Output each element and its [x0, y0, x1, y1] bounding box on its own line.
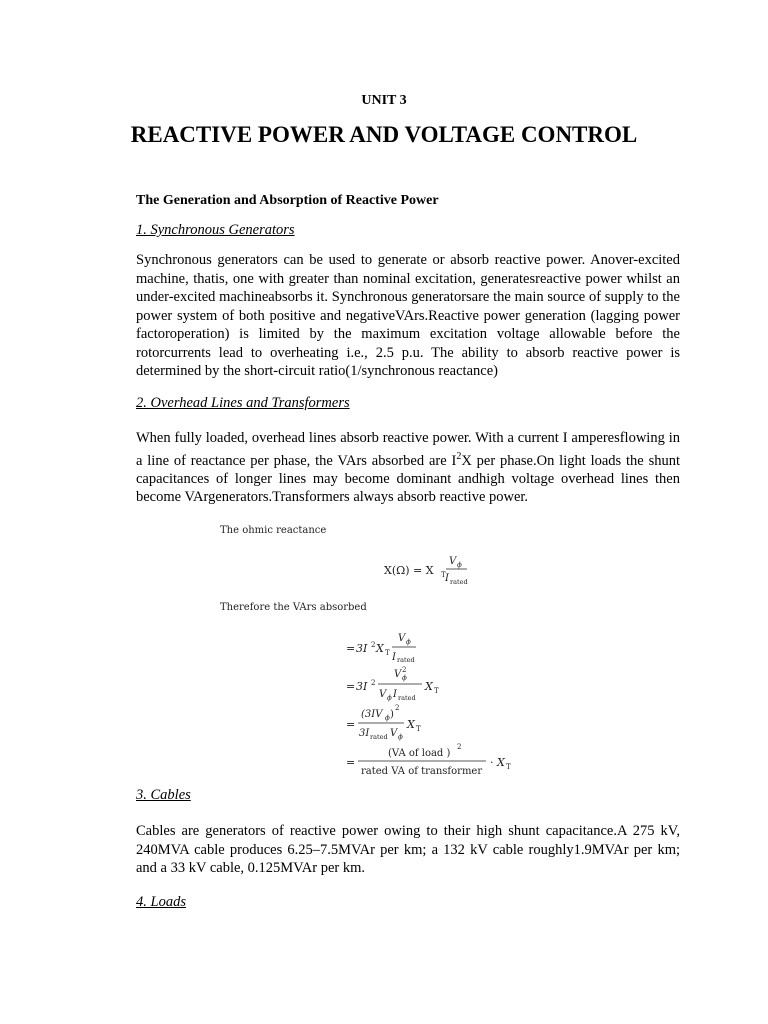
equation-intro-ohmic-reactance: The ohmic reactance	[220, 525, 327, 536]
equation-intro-vars-absorbed: Therefore the VArs absorbed	[220, 602, 367, 613]
eq1-den-i: I	[445, 573, 449, 584]
equation-ohmic-reactance	[380, 548, 490, 588]
eq2-l3-t: T	[416, 725, 421, 733]
section-paragraph-cables: Cables are generators of reactive power owing to their high shunt capacitance.A 275 kV, 240MVA cable produces 6.25–7.5MVAr per km; a 132 kV cable roughly1.9MVAr per km; and a 33 kV cable, 0.125MVAr per km.	[136, 823, 680, 876]
eq2-l3-rated: rated	[370, 733, 388, 741]
eq2-l1-i: I	[392, 652, 396, 663]
section-paragraph-synchronous-generators: Synchronous generators can be used to generate or absorb reactive power. Anover-excited machine, thatis, one with greater than nominal excitation, generatesreactive power whilst an under-excited machineabsorbs it. Synchronous generatorsare the main source of supply to the power system of both positive and negativeVArs.Reactive power generation (lagging power factoroperation) is limited by the maximum excitation voltage allowable before the rotorcurrents lead to overheating i.e., 2.5 p.u. The ability to absorb reactive power is determined by the short-circuit ratio(1/synchronous reactance)	[136, 252, 680, 379]
eq2-l3-sq: 2	[395, 704, 400, 712]
eq2-l3-close: )	[390, 709, 394, 720]
eq2-l4-t: T	[506, 763, 511, 771]
eq1-num-phi: ϕ	[457, 561, 462, 569]
eq2-l2-v: V	[394, 669, 402, 680]
eq2-l1-eq: =	[346, 642, 356, 655]
eq2-l4-num: (VA of load )	[388, 748, 451, 759]
superscript-2: 2	[456, 450, 462, 462]
eq2-l3-x: X	[407, 718, 415, 731]
eq2-l4-sq: 2	[457, 743, 462, 751]
eq2-l2-vsq: 2	[402, 666, 407, 674]
eq2-l1-sq: 2	[371, 641, 376, 649]
eq2-l3-eq: =	[346, 718, 356, 731]
eq2-l4-dot: ·	[490, 756, 494, 769]
equation-vars-absorbed	[340, 628, 530, 788]
eq2-l4-den: rated VA of transformer	[361, 766, 483, 777]
page-title: REACTIVE POWER AND VOLTAGE CONTROL	[130, 122, 638, 147]
section-heading-overhead-lines: 2. Overhead Lines and Transformers	[136, 395, 350, 411]
section-heading-cables: 3. Cables	[136, 787, 191, 803]
eq2-l4-x: X	[497, 756, 505, 769]
section-heading-loads: 4. Loads	[136, 894, 186, 910]
eq2-l2-x: X	[425, 680, 433, 693]
eq2-l2-dv: V	[379, 689, 387, 700]
eq2-l2-eq: =	[346, 680, 356, 693]
eq2-l1-t: T	[385, 649, 390, 657]
paragraph-text-part1: When fully loaded, overhead lines absorb reactive power. With a current I amperesflowing in a line of reactance per phase, the VArs absorbed are I	[136, 430, 680, 469]
section-heading-synchronous-generators: 1. Synchronous Generators	[136, 222, 295, 238]
subtitle: The Generation and Absorption of Reactive Power	[136, 193, 439, 208]
eq2-l1-v: V	[398, 633, 406, 644]
eq1-lhs: X(Ω) = X	[384, 564, 434, 577]
eq2-l2-3i: 3I	[356, 680, 368, 693]
eq2-l2-drated: rated	[398, 694, 416, 702]
eq1-num-v: V	[449, 556, 457, 567]
eq2-l4-eq: =	[346, 756, 356, 769]
eq2-l1-phi: ϕ	[406, 638, 411, 646]
eq1-den-rated: rated	[450, 578, 468, 586]
eq2-l3-v: V	[390, 728, 398, 739]
eq2-l1-3i: 3I	[356, 642, 368, 655]
eq2-l3-phi: ϕ	[385, 714, 390, 722]
section-paragraph-overhead-lines	[136, 429, 680, 507]
eq2-l3-num: (3IV	[361, 709, 383, 720]
eq2-l2-dphi: ϕ	[387, 694, 392, 702]
eq2-l2-phi: ϕ	[402, 674, 407, 682]
eq2-l2-di: I	[393, 689, 397, 700]
paragraph-text-part2: X per phase.On light loads the shunt capacitances of longer lines may become dominant andhigh voltage overhead lines then become VArgenerators.Transformers always absorb reactive power.	[136, 452, 680, 506]
unit-label: UNIT 3	[361, 93, 407, 108]
eq2-l1-rated: rated	[397, 656, 415, 664]
eq1-sub-t: T	[441, 571, 446, 579]
eq2-l3-dphi: ϕ	[398, 733, 403, 741]
eq2-l1-x: X	[376, 642, 384, 655]
eq2-l3-3i: 3I	[359, 728, 370, 739]
eq2-l2-t: T	[434, 687, 439, 695]
eq2-l2-sq: 2	[371, 679, 376, 687]
